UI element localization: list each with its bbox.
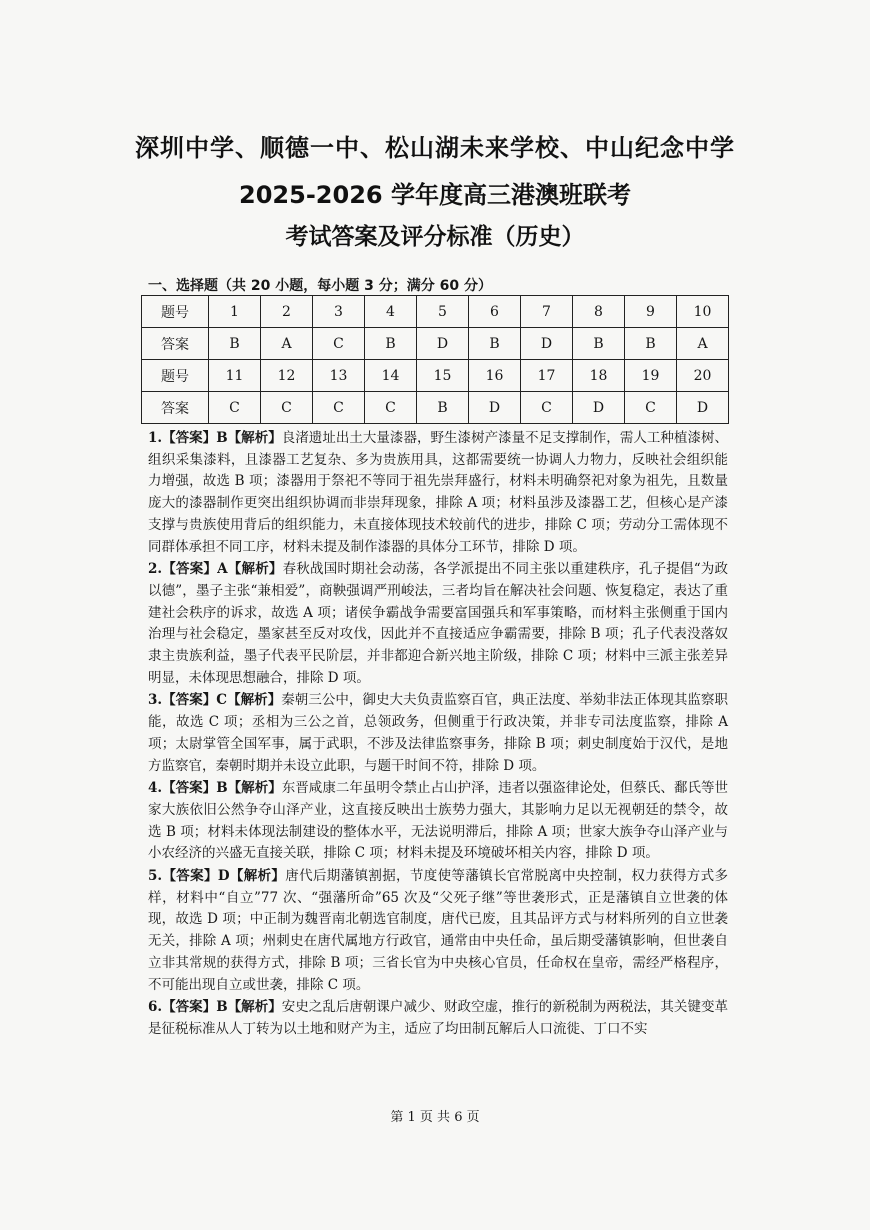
explanation-text: 良渚遗址出土大量漆器，野生漆树产漆量不足支撑制作，需人工种植漆树、组织采集漆料，且漆器工艺复杂、多为贵族用具，这都需要统一协调人力物力，反映社会组织能力增强，故选 B 项；漆器用于祭祀不等同于祖先崇拜盛行，材料未明确祭祀对象为祖先，且数量庞大的漆器制作更突出组织协调而非崇拜现象，排除 A 项；材料虽涉及漆器工艺，但核心是产漆支撑与贵族使用背后的组织能力，未直接体现技术较前代的进步，排除 C 项；劳动分工需体现不同群体承担不同工序，材料未提及制作漆器的具体分工环节，排除 D 项。 xyxy=(148,430,728,555)
explanation-head: 1.【答案】B【解析】 xyxy=(148,430,282,446)
table-cell: B xyxy=(365,328,417,360)
subtitle: 考试答案及评分标准（历史） xyxy=(285,224,585,250)
exam-title: 2025-2026 学年度高三港澳班联考 xyxy=(239,181,631,209)
explanation-text: 秦朝三公中，御史大夫负责监察百官，典正法度、举劾非法正体现其监察职能，故选 C 项；丞相为三公之首，总领政务，但侧重于行政决策，并非专司法度监察，排除 A 项；太尉掌管全国军事，属于武职，不涉及法律监察事务，排除 B 项；刺史制度始于汉代，是地方监察官，秦朝时期并未设立此职，与题干时间不符，排除 D 项。 xyxy=(148,692,728,774)
table-cell: D xyxy=(521,328,573,360)
row-label: 答案 xyxy=(142,328,209,360)
explanation-head: 5.【答案】D【解析】 xyxy=(148,868,286,885)
answer-table xyxy=(141,295,729,424)
explanation-item xyxy=(148,866,728,996)
explanation-head: 4.【答案】B【解析】 xyxy=(148,780,282,797)
table-cell: B xyxy=(209,328,261,360)
explanation-item xyxy=(148,997,728,1040)
table-cell: B xyxy=(417,392,469,424)
table-cell: B xyxy=(573,328,625,360)
table-cell: A xyxy=(261,328,313,360)
table-cell: C xyxy=(209,392,261,424)
table-cell: 13 xyxy=(313,360,365,392)
table-row xyxy=(142,392,729,424)
table-cell: C xyxy=(521,392,573,424)
row-label: 题号 xyxy=(142,296,209,328)
table-cell: 19 xyxy=(625,360,677,392)
table-cell: D xyxy=(573,392,625,424)
table-cell: C xyxy=(313,392,365,424)
table-cell: 16 xyxy=(469,360,521,392)
table-cell: C xyxy=(625,392,677,424)
table-cell: 2 xyxy=(261,296,313,328)
row-label: 题号 xyxy=(142,360,209,392)
explanation-text: 东晋咸康二年虽明令禁止占山护泽，违者以强盗律论处，但蔡氏、鄱氏等世家大族依旧公然争夺山泽产业，这直接反映出士族势力强大，其影响力足以无视朝廷的禁令，故选 B 项；材料未体现法制建设的整体水平，无法说明滞后，排除 A 项；世家大族争夺山泽产业与小农经济的兴盛无直接关联，排除 C 项；材料未提及环境破坏相关内容，排除 D 项。 xyxy=(148,780,728,862)
table-cell: B xyxy=(625,328,677,360)
table-cell: 1 xyxy=(209,296,261,328)
schools-title: 深圳中学、顺德一中、松山湖未来学校、中山纪念中学 xyxy=(135,134,735,162)
explanation-head: 2.【答案】A【解析】 xyxy=(148,561,283,578)
table-cell: 3 xyxy=(313,296,365,328)
table-cell: 6 xyxy=(469,296,521,328)
table-cell: 12 xyxy=(261,360,313,392)
table-cell: 8 xyxy=(573,296,625,328)
table-cell: 20 xyxy=(677,360,729,392)
table-row xyxy=(142,296,729,328)
table-cell: 17 xyxy=(521,360,573,392)
table-cell: 18 xyxy=(573,360,625,392)
table-cell: 14 xyxy=(365,360,417,392)
table-cell: 4 xyxy=(365,296,417,328)
table-cell: D xyxy=(677,392,729,424)
table-cell: 15 xyxy=(417,360,469,392)
table-cell: C xyxy=(261,392,313,424)
explanation-text: 春秋战国时期社会动荡，各学派提出不同主张以重建秩序，孔子提倡“为政以德”，墨子主张“兼相爱”，商鞅强调严刑峻法，三者均旨在解决社会问题、恢复稳定，表达了重建社会秩序的诉求，故选 A 项；诸侯争霸战争需要富国强兵和军事策略，而材料主张侧重于国内治理与社会稳定，墨家甚至反对攻伐，因此并不直接适应争霸需要，排除 B 项；孔子代表没落奴隶主贵族利益，墨子代表平民阶层，并非都迎合新兴地主阶级，排除 C 项；材料中三派主张差异明显，未体现思想融合，排除 D 项。 xyxy=(148,561,728,686)
table-cell: D xyxy=(417,328,469,360)
page-footer: 第 1 页 共 6 页 xyxy=(390,1110,480,1125)
explanation-item xyxy=(148,428,728,558)
table-cell: C xyxy=(313,328,365,360)
table-cell: A xyxy=(677,328,729,360)
table-cell: 11 xyxy=(209,360,261,392)
explanation-text: 安史之乱后唐朝课户减少、财政空虚，推行的新税制为两税法，其关键变革是征税标准从人丁转为以土地和财产为主，适应了均田制瓦解后人口流徙、丁口不实 xyxy=(148,999,728,1037)
table-cell: D xyxy=(469,392,521,424)
explanation-item xyxy=(148,559,728,689)
table-cell: 9 xyxy=(625,296,677,328)
explanation-item xyxy=(148,778,728,865)
table-row xyxy=(142,360,729,392)
explanations xyxy=(148,428,728,1042)
table-row xyxy=(142,328,729,360)
explanation-text: 唐代后期藩镇割据，节度使等藩镇长官常脱离中央控制，权力获得方式多样，材料中“自立”77 次、“强藩所命”65 次及“父死子继”等世袭形式，正是藩镇自立世袭的体现，故选 D 项；中正制为魏晋南北朝选官制度，唐代已废，且其品评方式与材料所列的自立世袭无关，排除 A 项；州刺史在唐代属地方行政官，通常由中央任命，虽后期受藩镇影响，但世袭自立非其常规的获得方式，排除 B 项；三省长官为中央核心官员，任命权在皇帝，需经严格程序，不可能出现自立或世袭，排除 C 项。 xyxy=(148,868,728,993)
row-label: 答案 xyxy=(142,392,209,424)
table-cell: C xyxy=(365,392,417,424)
table-cell: 10 xyxy=(677,296,729,328)
table-cell: 7 xyxy=(521,296,573,328)
section-title: 一、选择题（共 20 小题，每小题 3 分；满分 60 分） xyxy=(148,278,492,294)
explanation-item xyxy=(148,690,728,777)
explanation-head: 3.【答案】C【解析】 xyxy=(148,692,282,709)
table-cell: B xyxy=(469,328,521,360)
explanation-head: 6.【答案】B【解析】 xyxy=(148,999,282,1016)
table-cell: 5 xyxy=(417,296,469,328)
